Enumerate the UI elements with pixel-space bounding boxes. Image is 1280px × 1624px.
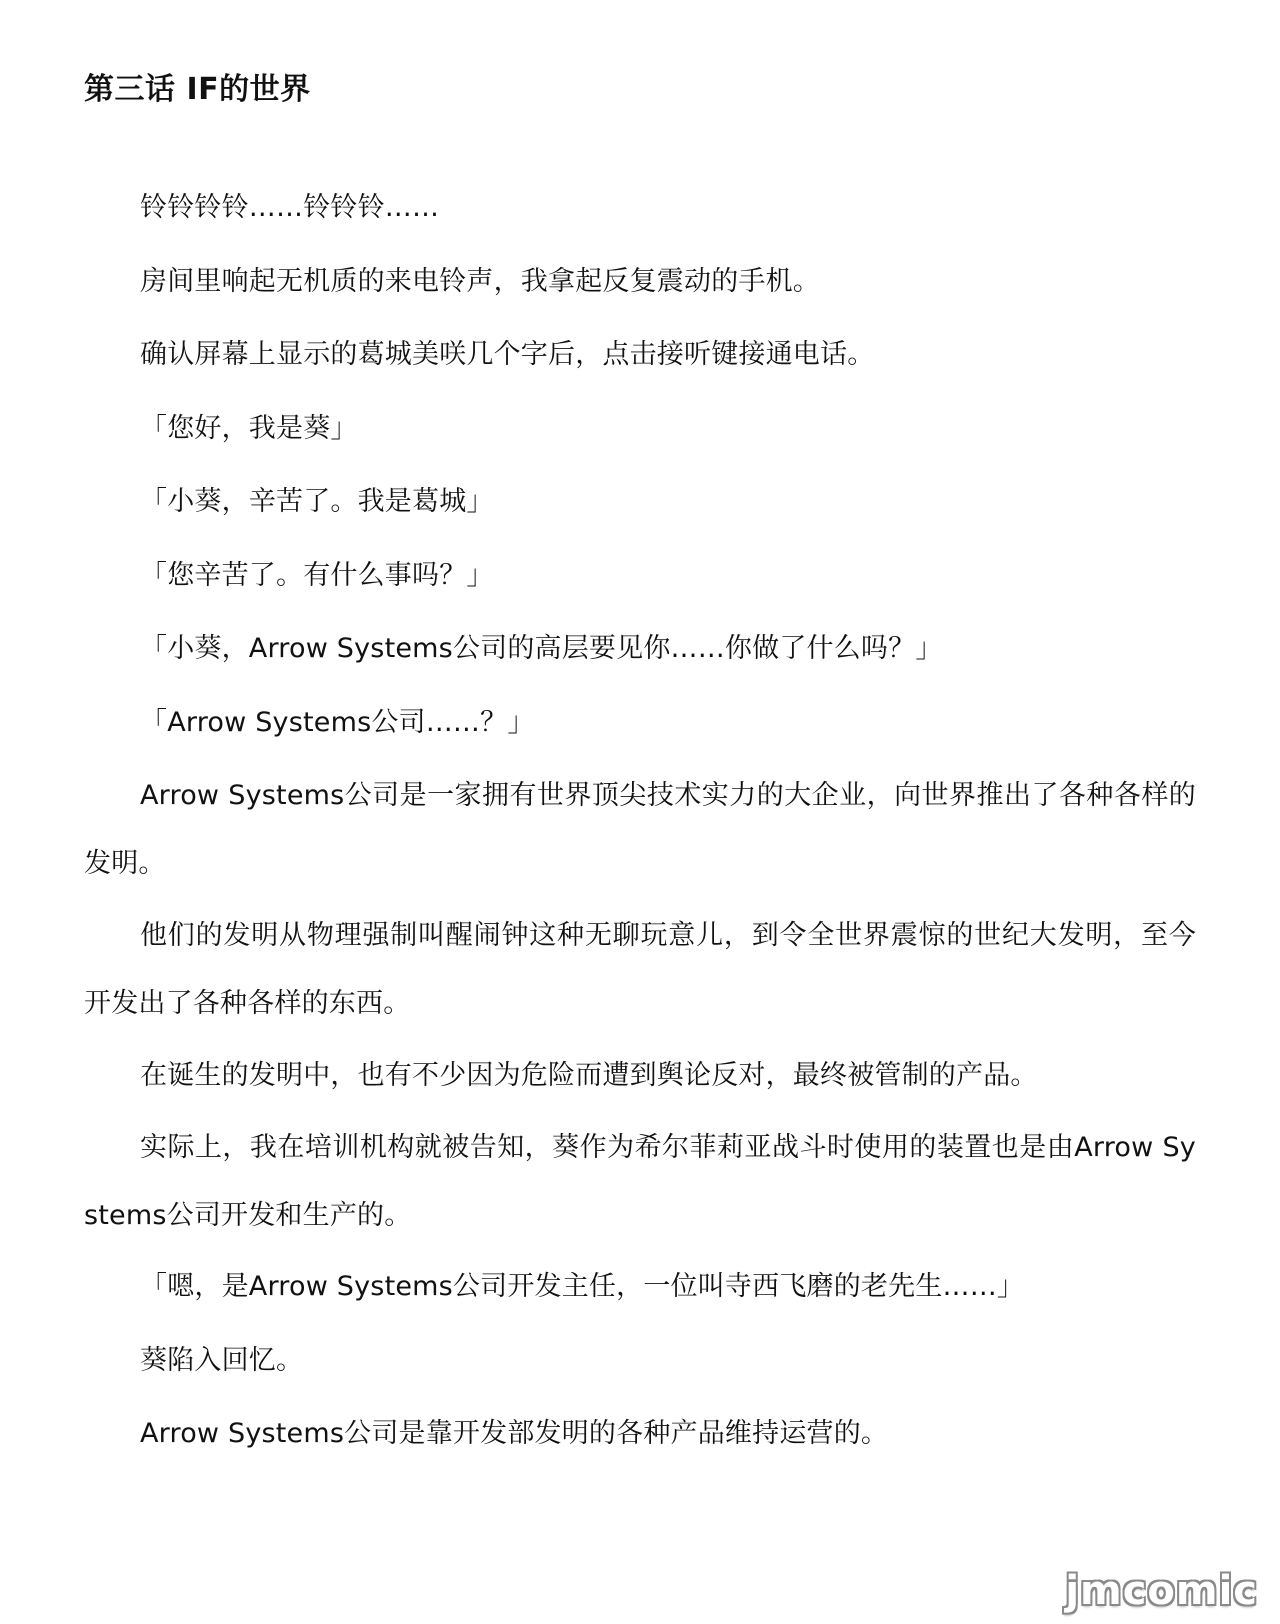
watermark-logo: jmcomic <box>1065 1568 1258 1614</box>
dialogue-line: 「小葵，Arrow Systems公司的高层要见你……你做了什么吗？」 <box>140 633 943 664</box>
chapter-title: 第三话 IF的世界 <box>84 72 311 107</box>
dialogue-line: 「您好，我是葵」 <box>140 413 358 444</box>
paragraph-ringtone: 铃铃铃铃……铃铃铃…… <box>140 192 440 223</box>
paragraph: 房间里响起无机质的来电铃声，我拿起反复震动的手机。 <box>140 266 820 297</box>
paragraph: Arrow Systems公司是一家拥有世界顶尖技术实力的大企业，向世界推出了各种各样的发明。 <box>84 780 1196 879</box>
dialogue-line: 「小葵，辛苦了。我是葛城」 <box>140 486 494 517</box>
paragraph: 在诞生的发明中，也有不少因为危险而遭到舆论反对，最终被管制的产品。 <box>140 1060 1038 1091</box>
dialogue-line: 「您辛苦了。有什么事吗？」 <box>140 560 494 591</box>
dialogue-line: 「Arrow Systems公司……？」 <box>140 707 535 738</box>
paragraph: 实际上，我在培训机构就被告知，葵作为希尔菲莉亚战斗时使用的装置也是由Arrow Systems公司开发和生产的。 <box>84 1132 1196 1231</box>
paragraph: 葵陷入回忆。 <box>140 1345 304 1376</box>
paragraph: 确认屏幕上显示的葛城美咲几个字后，点击接听键接通电话。 <box>140 339 875 370</box>
paragraph: 他们的发明从物理强制叫醒闹钟这种无聊玩意儿，到令全世界震惊的世纪大发明，至今开发出了各种各样的东西。 <box>84 920 1196 1019</box>
paragraph: Arrow Systems公司是靠开发部发明的各种产品维持运营的。 <box>140 1418 889 1449</box>
dialogue-line: 「嗯，是Arrow Systems公司开发主任，一位叫寺西飞磨的老先生……」 <box>140 1271 1025 1302</box>
